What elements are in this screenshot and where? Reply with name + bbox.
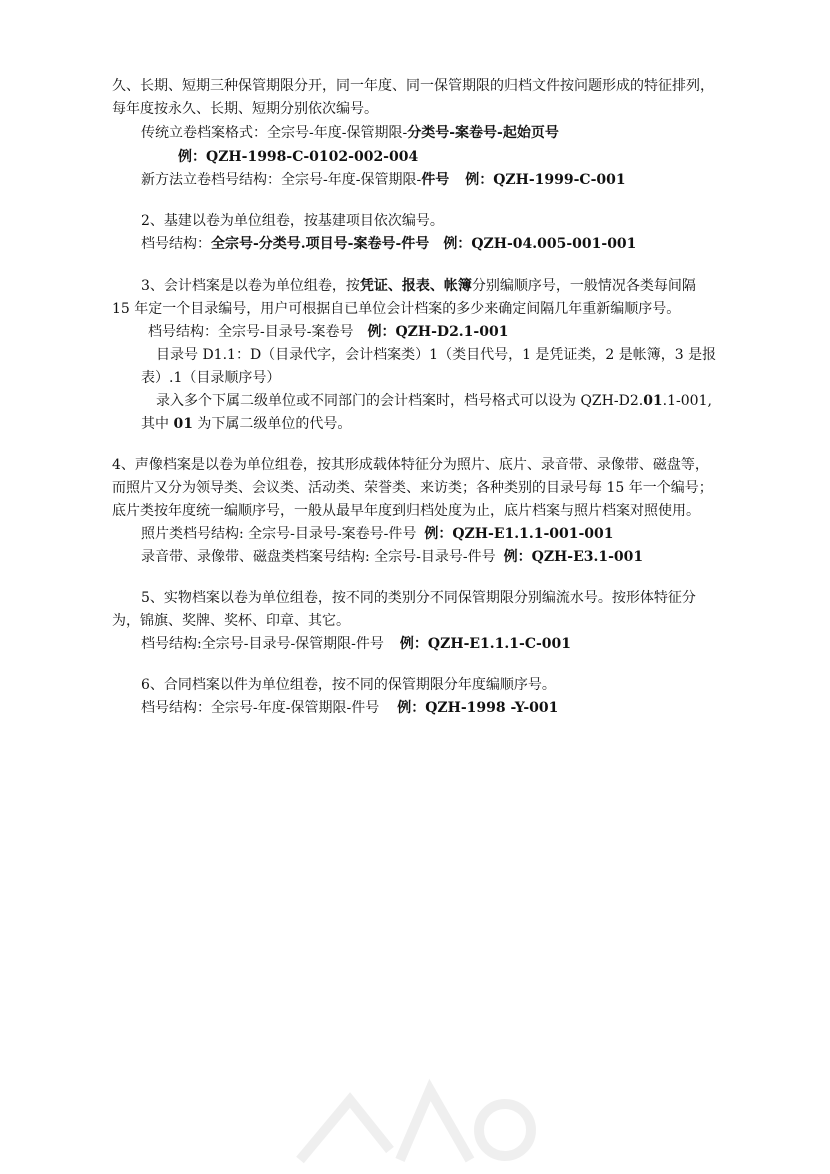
example-label: 例： — [367, 324, 396, 340]
example-code: QZH-D2.1-001 — [395, 324, 509, 340]
text-line — [141, 123, 559, 143]
example-code: QZH-E1.1.1-001-001 — [452, 526, 614, 542]
line-text: 4、声像档案是以卷为单位组卷，按其形成载体特征分为照片、底片、录音带、录像带、磁盘等， — [112, 457, 709, 473]
text-line — [141, 588, 696, 608]
line-bold-text: 分类号-案卷号-起始页号 — [407, 125, 559, 141]
line-text: .1-001, — [662, 393, 712, 409]
line-bold-text: 全宗号-分类号.项目号-案卷号-件号 — [211, 236, 430, 252]
watermark-graphic — [280, 1060, 540, 1170]
line-text: 5、实物档案以卷为单位组卷，按不同的类别分不同保管期限分别编流水号。按形体特征分 — [141, 590, 696, 606]
line-text: 档号结构：全宗号-目录号-案卷号 — [148, 324, 354, 340]
line-text: 为下属二级单位的代号。 — [192, 416, 352, 432]
example-code: QZH-E3.1-001 — [531, 549, 644, 565]
example-code: QZH-04.005-001-001 — [471, 236, 637, 252]
text-line — [112, 455, 709, 475]
line-text: 6、合同档案以件为单位组卷，按不同的保管期限分年度编顺序号。 — [141, 677, 556, 693]
line-bold-text: 报表 — [401, 278, 430, 294]
text-line — [141, 170, 626, 190]
text-line — [148, 322, 508, 342]
line-text: 其中 — [141, 416, 174, 432]
example-label: 例： — [503, 549, 532, 565]
text-line — [112, 99, 378, 119]
example-label: 例： — [424, 526, 453, 542]
text-line — [141, 698, 558, 718]
line-bold-text: 件号 — [421, 172, 450, 188]
text-line — [141, 547, 643, 567]
example-label: 例： — [397, 700, 426, 716]
example-code: QZH-1998 -Y-001 — [425, 700, 559, 716]
text-line — [141, 276, 716, 296]
text-line — [141, 634, 571, 654]
line-text: 久、长期、短期三种保管期限分开，同一年度、同一保管期限的归档文件按问题形成的特征排列， — [112, 78, 714, 94]
line-text: 录音带、录像带、磁盘类档案号结构: 全宗号-目录号-件号 — [141, 549, 496, 565]
line-text: 表）.1（目录顺序号） — [141, 370, 281, 386]
example-code: QZH-1998-C-0102-002-004 — [206, 149, 419, 165]
text-line — [112, 501, 700, 521]
line-text: 而照片又分为领导类、会议类、活动类、荣誉类、来访类；各种类别的目录号每 15 年一个编号； — [112, 480, 713, 496]
line-bold-text: 凭证 — [359, 278, 388, 294]
text-line — [141, 414, 351, 434]
text-line — [112, 76, 716, 96]
text-line — [156, 345, 716, 365]
line-text: 档号结构：全宗号-年度-保管期限-件号 — [141, 700, 380, 716]
line-text: 3、会计档案是以卷为单位组卷，按 — [141, 278, 360, 294]
text-line — [141, 524, 614, 544]
line-text: 档号结构:全宗号-目录号-保管期限-件号 — [141, 636, 384, 652]
line-text: 档号结构： — [141, 236, 211, 252]
example-label: 例： — [399, 636, 428, 652]
line-bold-text: 01 — [173, 416, 193, 432]
line-text: 目录号 D1.1：D（目录代字，会计档案类）1（类目代号，1 是凭证类，2 是帐簿，3 是报 — [156, 347, 717, 363]
text-line — [112, 611, 350, 631]
line-text: 照片类档号结构: 全宗号-目录号-案卷号-件号 — [141, 526, 417, 542]
text-line — [141, 234, 636, 254]
line-bold-text: 、 — [429, 278, 444, 294]
line-bold-text: 、 — [387, 278, 402, 294]
text-line — [112, 478, 713, 498]
line-bold-text: 01 — [643, 393, 663, 409]
example-code: QZH-E1.1.1-C-001 — [427, 636, 572, 652]
example-label: 例： — [443, 236, 472, 252]
line-text: 每年度按永久、长期、短期分别依次编号。 — [112, 101, 378, 117]
line-text: 2、基建以卷为单位组卷，按基建项目依次编号。 — [141, 213, 444, 229]
example-code: QZH-1999-C-001 — [493, 172, 626, 188]
line-bold-text: 帐簿 — [443, 278, 472, 294]
line-text: 新方法立卷档号结构：全宗号-年度-保管期限- — [141, 172, 422, 188]
line-text: 传统立卷档案格式：全宗号-年度-保管期限- — [141, 125, 408, 141]
line-text: 底片类按年度统一编顺序号，一般从最早年度到归档处度为止，底片档案与照片档案对照使用。 — [112, 503, 700, 519]
text-line — [141, 675, 556, 695]
example-label: 例： — [465, 172, 494, 188]
text-line — [112, 299, 680, 319]
line-text: 分别编顺序号，一般情况各类每间隔 — [471, 278, 696, 294]
line-text: 15 年定一个目录编号，用户可根据自已单位会计档案的多少来确定间隔几年重新编顺序号。 — [112, 301, 681, 317]
text-line — [156, 391, 712, 411]
line-text: 录入多个下属二级单位或不同部门的会计档案时，档号格式可以设为 QZH-D2. — [156, 393, 644, 409]
text-line — [141, 211, 444, 231]
line-text: 为，锦旗、奖牌、奖杯、印章、其它。 — [112, 613, 350, 629]
text-line — [141, 368, 280, 388]
example-label: 例： — [178, 149, 206, 165]
text-line — [178, 147, 418, 167]
